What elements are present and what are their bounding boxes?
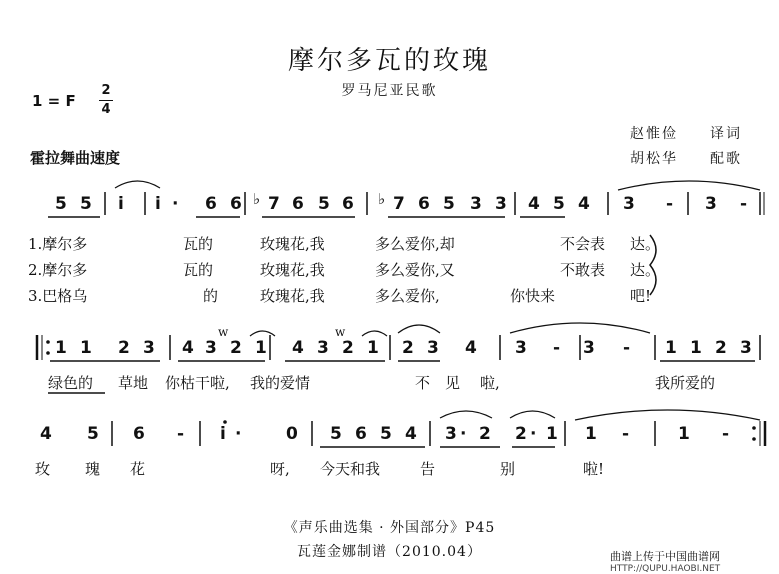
flat-sign: ♭ — [378, 190, 386, 208]
note: 5 — [443, 194, 455, 214]
note: 4 — [465, 338, 477, 358]
note: 1 — [665, 338, 677, 358]
note: · — [172, 194, 179, 214]
note: 0 — [286, 424, 298, 444]
lyric-verse-3: 玫瑰花,我 — [260, 287, 325, 305]
song-title: 摩尔多瓦的玫瑰 — [287, 46, 491, 76]
note: - — [722, 424, 730, 444]
mordent-sign: w — [218, 325, 229, 339]
note: 5 — [80, 194, 92, 214]
octave-dot — [752, 426, 756, 430]
note: 6 — [418, 194, 430, 214]
note: · — [460, 424, 467, 444]
tempo-marking: 霍拉舞曲速度 — [30, 149, 121, 167]
note: 6 — [230, 194, 242, 214]
lyric-verse-3: 3.巴格乌 — [28, 287, 88, 305]
note: i — [155, 194, 161, 214]
slur — [250, 331, 275, 336]
note: 2 — [715, 338, 727, 358]
note: 3 — [205, 338, 217, 358]
lyric: 玫 — [35, 460, 51, 478]
source-reference: 《声乐曲选集 · 外国部分》P45 — [283, 520, 496, 536]
note: 1 — [80, 338, 92, 358]
time-signature-top: 2 — [101, 83, 111, 98]
lyric: 啦, — [480, 374, 500, 392]
note: 1 — [690, 338, 702, 358]
lyric: 呀, — [270, 460, 290, 478]
octave-dot — [46, 351, 50, 355]
lyric: 你枯干啦, — [165, 374, 230, 392]
note: 6 — [355, 424, 367, 444]
lyric-verse-1: 玫瑰花,我 — [260, 235, 325, 253]
slur — [440, 411, 492, 418]
lyric: 不 — [415, 374, 431, 392]
note: i — [118, 194, 124, 214]
slur — [510, 323, 650, 333]
note: 4 — [578, 194, 590, 214]
lyric-verse-2: 多么爱你,又 — [375, 261, 455, 279]
note: 6 — [342, 194, 354, 214]
note: - — [666, 194, 674, 214]
note: 5 — [330, 424, 342, 444]
flat-sign: ♭ — [253, 190, 261, 208]
note: 7 — [393, 194, 405, 214]
note: 3 — [317, 338, 329, 358]
octave-dot — [752, 437, 756, 441]
lyric-verse-2: 玫瑰花,我 — [260, 261, 325, 279]
lyric: 啦! — [583, 460, 605, 478]
song-subtitle: 罗马尼亚民歌 — [341, 83, 438, 99]
slur — [115, 181, 160, 188]
key-signature: 1 = F — [32, 92, 76, 110]
note: 2 — [479, 424, 491, 444]
slur — [510, 411, 555, 418]
note: 2 — [402, 338, 414, 358]
slur — [575, 410, 760, 420]
note: 1 — [55, 338, 67, 358]
lyric: 瑰 — [85, 460, 101, 478]
note: 1 — [367, 338, 379, 358]
translator-role: 译词 — [710, 126, 742, 142]
watermark-text: 曲谱上传于中国曲谱网 — [610, 550, 720, 563]
note: 1 — [585, 424, 597, 444]
slur — [362, 331, 387, 336]
note: 1 — [678, 424, 690, 444]
note: 5 — [87, 424, 99, 444]
note: 1 — [546, 424, 558, 444]
lyric-verse-3: 多么爱你, — [375, 287, 440, 305]
lyric: 花 — [130, 460, 146, 478]
note: 3 — [495, 194, 507, 214]
note: 7 — [268, 194, 280, 214]
note: 3 — [583, 338, 595, 358]
note: 4 — [40, 424, 52, 444]
lyric-verse-3: 吧! — [630, 287, 652, 305]
lyric-verse-3: 你快来 — [510, 287, 556, 305]
note: - — [622, 424, 630, 444]
note: 3 — [445, 424, 457, 444]
octave-dot — [46, 340, 50, 344]
note: 2 — [342, 338, 354, 358]
lyric: 见 — [445, 374, 461, 392]
watermark — [610, 548, 720, 574]
octave-dot — [223, 420, 227, 424]
note: 4 — [292, 338, 304, 358]
note: 5 — [380, 424, 392, 444]
note: 2 — [515, 424, 527, 444]
note: 5 — [318, 194, 330, 214]
note: · — [235, 424, 242, 444]
note: 4 — [182, 338, 194, 358]
note: 3 — [623, 194, 635, 214]
lyric-verse-1: 达。 — [630, 235, 661, 253]
arranger-name: 胡松华 — [630, 151, 678, 167]
slur — [618, 181, 760, 190]
arranger-role: 配歌 — [710, 151, 742, 167]
note: 3 — [470, 194, 482, 214]
note: - — [740, 194, 748, 214]
lyric-verse-2: 达。 — [630, 261, 661, 279]
note: 3 — [705, 194, 717, 214]
note: - — [177, 424, 185, 444]
transcriber-credit: 瓦莲金娜制谱（2010.04） — [297, 544, 482, 560]
verse-bracket — [650, 235, 656, 295]
note: 2 — [118, 338, 130, 358]
lyric-verse-1: 不会表 — [560, 235, 606, 253]
note: 6 — [205, 194, 217, 214]
time-signature-bottom: 4 — [101, 102, 111, 117]
note: 5 — [553, 194, 565, 214]
watermark-url: HTTP://QUPU.HAOBI.NET — [610, 564, 721, 574]
note: 4 — [528, 194, 540, 214]
lyric-verse-1: 多么爱你,却 — [375, 235, 455, 253]
lyric-verse-1: 瓦的 — [183, 235, 214, 253]
note: 6 — [133, 424, 145, 444]
lyric: 草地 — [118, 374, 149, 392]
translator-name: 赵惟俭 — [630, 126, 678, 142]
note: 2 — [230, 338, 242, 358]
note: 5 — [55, 194, 67, 214]
lyric-verse-2: 2.摩尔多 — [28, 261, 88, 279]
note: 3 — [515, 338, 527, 358]
note: - — [553, 338, 561, 358]
lyric: 绿色的 — [48, 374, 94, 392]
lyric: 我所爱的 — [655, 374, 716, 392]
lyric: 我的爱情 — [250, 374, 311, 392]
slur — [398, 325, 440, 333]
lyric: 别 — [500, 460, 516, 478]
lyric-verse-2: 不敢表 — [560, 261, 606, 279]
lyric-verse-1: 1.摩尔多 — [28, 235, 88, 253]
note: 3 — [740, 338, 752, 358]
note: 3 — [143, 338, 155, 358]
note: 1 — [255, 338, 267, 358]
note: 6 — [292, 194, 304, 214]
note: - — [623, 338, 631, 358]
mordent-sign: w — [335, 325, 346, 339]
note: i — [220, 424, 226, 444]
note: 4 — [405, 424, 417, 444]
lyric-verse-3: 的 — [203, 287, 219, 305]
lyric: 告 — [420, 460, 436, 478]
note: · — [530, 424, 537, 444]
lyric: 今天和我 — [320, 460, 381, 478]
lyric-verse-2: 瓦的 — [183, 261, 214, 279]
note: 3 — [427, 338, 439, 358]
